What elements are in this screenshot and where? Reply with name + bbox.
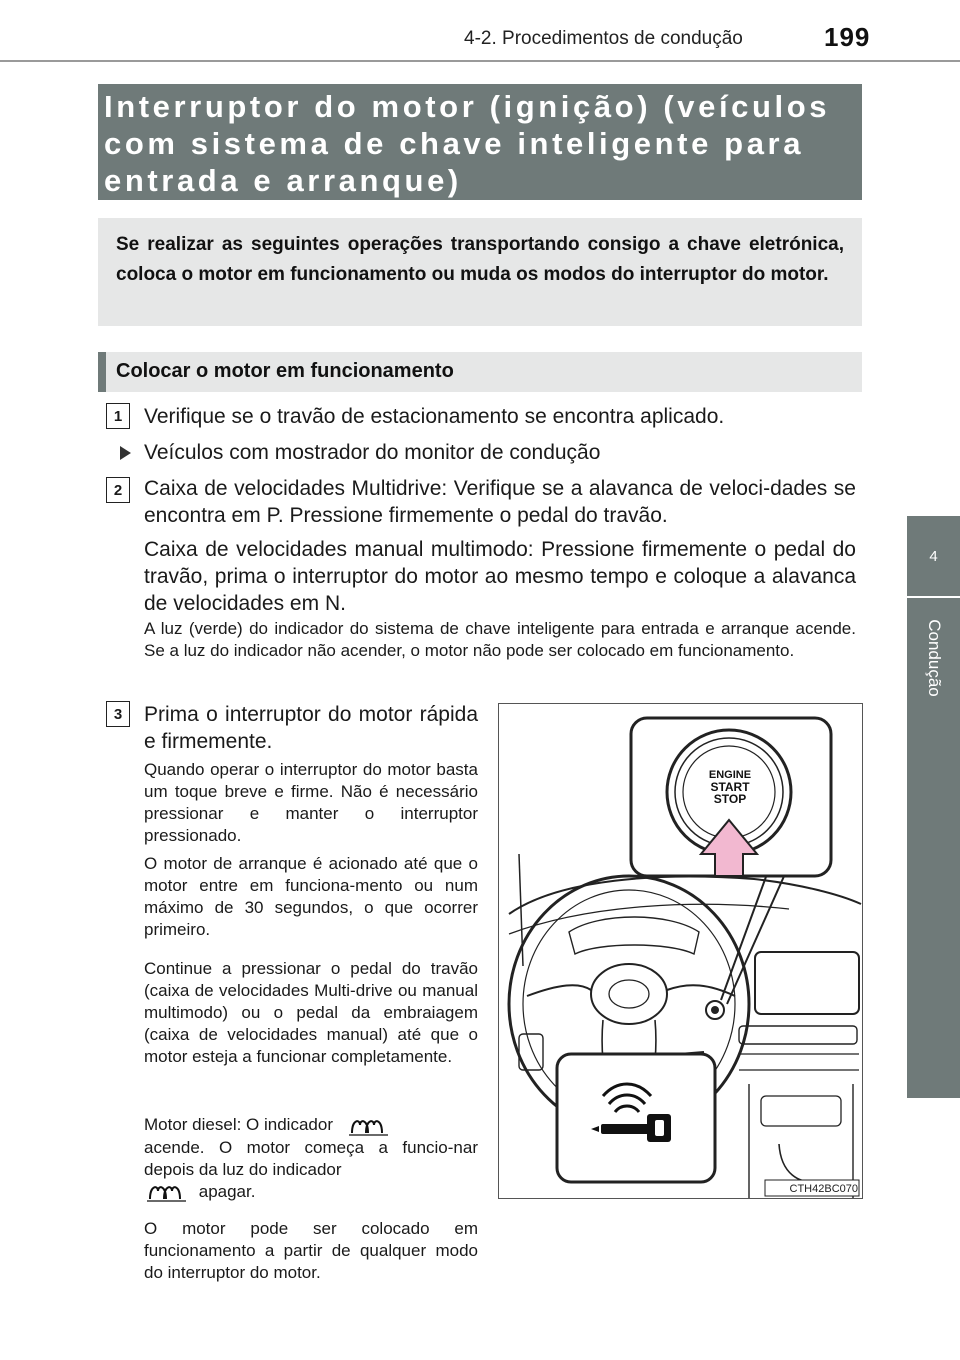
- button-label-line-1: ENGINE: [708, 769, 752, 781]
- glow-plug-indicator-icon: [346, 1115, 396, 1137]
- title-banner: [98, 84, 862, 200]
- running-header-section: 4-2. Procedimentos de condução: [464, 28, 743, 49]
- page-number: 199: [824, 22, 871, 52]
- button-label-line-3: STOP: [713, 792, 747, 806]
- step-3-paragraph-4: [144, 1114, 478, 1203]
- diesel-text-b: acende. O motor começa a funcio-nar depois da luz do indicador: [144, 1137, 478, 1179]
- diesel-text-c: apagar.: [198, 1181, 256, 1201]
- engine-switch-illustration: [498, 703, 863, 1199]
- chapter-number: 4: [929, 547, 938, 565]
- diesel-text-a: Motor diesel: O indicador: [144, 1115, 333, 1134]
- step-3-paragraph-2: O motor de arranque é acionado até que o motor entre em funciona-mento ou num máximo de 30 segundos, o que ocorrer primeiro.: [144, 854, 478, 939]
- button-label-line-2: START: [710, 780, 750, 794]
- dashboard-drawing: [499, 704, 862, 1198]
- step-number-2: 2: [106, 477, 130, 503]
- chapter-label: Condução: [924, 619, 944, 697]
- step-3-paragraph-3: Continue a pressionar o pedal do travão (caixa de velocidades Multi-drive ou manual multimodo) ou o pedal da embraiagem (caixa de velocidades manual) até que o motor esteja a funcionar completamente.: [144, 959, 478, 1066]
- section-heading-bar: [98, 352, 106, 392]
- intro-text: Se realizar as seguintes operações transportando consigo a chave eletrónica, coloca o motor em funcionamento ou muda os modos do interruptor do motor.: [116, 234, 844, 285]
- page-title: Interruptor do motor (ignição) (veículos com sistema de chave inteligente para entrada e arranque): [104, 89, 831, 198]
- bullet-triangle-icon: [120, 446, 131, 460]
- step-3-text: Prima o interruptor do motor rápida e firmemente.: [144, 703, 478, 753]
- engine-start-stop-button-label: [704, 769, 756, 805]
- step-2-text-multidrive: Caixa de velocidades Multidrive: Verifique se a alavanca de veloci-dades se encontra em P. Pressione firmemente o pedal do travão.: [144, 477, 856, 527]
- chapter-tab-label: [907, 598, 960, 738]
- step-3-paragraph-5: O motor pode ser colocado em funcionamento a partir de qualquer modo do interruptor do motor.: [144, 1219, 478, 1282]
- glow-plug-indicator-icon-2: [144, 1181, 194, 1203]
- figure-code: CTH42BC070: [789, 1183, 858, 1195]
- section-heading-text: Colocar o motor em funcionamento: [116, 360, 454, 382]
- step-number-3: 3: [106, 701, 130, 727]
- chapter-tab-number: [907, 516, 960, 596]
- step-2-text-manual: Caixa de velocidades manual multimodo: Pressione firmemente o pedal do travão, prima o interruptor do motor ao mesmo tempo e coloque a alavanca de velocidades em N.: [144, 538, 856, 615]
- section-heading: [98, 352, 862, 392]
- vehicle-note: Veículos com mostrador do monitor de condução: [144, 441, 601, 464]
- header-rule: [0, 60, 960, 62]
- intro-box: [98, 218, 862, 326]
- step-2-note: A luz (verde) do indicador do sistema de chave inteligente para entrada e arranque acende. Se a luz do indicador não acender, o motor não pode ser colocado em funcionamento.: [144, 619, 856, 660]
- step-1-text: Verifique se o travão de estacionamento se encontra aplicado.: [144, 405, 725, 428]
- step-3-paragraph-1: Quando operar o interruptor do motor basta um toque breve e firme. Não é necessário pressionar e manter o interruptor pressionado.: [144, 760, 478, 845]
- step-number-1: 1: [106, 403, 130, 429]
